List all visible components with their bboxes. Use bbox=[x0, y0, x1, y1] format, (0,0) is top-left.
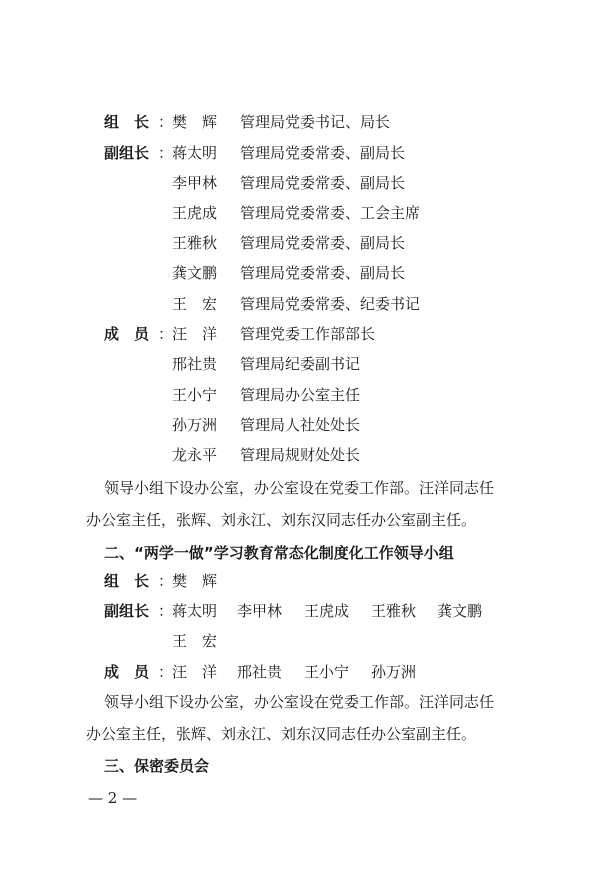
leader-row bbox=[0, 110, 614, 134]
colon: ： bbox=[158, 144, 174, 162]
deputy-role: 管理局党委常委、纪委书记 bbox=[240, 295, 421, 313]
page-number: — 2 — bbox=[88, 789, 138, 807]
office-paragraph-line bbox=[0, 690, 614, 714]
deputy-role: 管理局党委常委、副局长 bbox=[240, 264, 406, 282]
member-row bbox=[0, 443, 614, 467]
office-paragraph-line bbox=[0, 476, 614, 500]
office-text: 领导小组下设办公室，办公室设在党委工作部。汪洋同志任 bbox=[104, 479, 495, 497]
deputy-name: 龚文鹏 bbox=[437, 602, 483, 620]
colon: ： bbox=[158, 113, 174, 131]
leader-name: 樊辉 bbox=[172, 572, 233, 590]
deputy-row bbox=[0, 629, 614, 653]
member-name: 孙万洲 bbox=[172, 416, 218, 434]
deputy-name: 王雅秋 bbox=[371, 602, 417, 620]
section-title: 二、“两学一做”学习教育常态化制度化工作领导小组 bbox=[104, 544, 454, 562]
office-paragraph-line bbox=[0, 722, 614, 746]
member-label: 成 员 bbox=[104, 663, 150, 681]
member-row bbox=[0, 660, 614, 684]
section-heading bbox=[0, 541, 614, 565]
member-name: 邢社贵 bbox=[237, 663, 283, 681]
deputy-name: 李甲林 bbox=[237, 602, 283, 620]
member-name: 汪洋 bbox=[172, 325, 233, 343]
deputy-role: 管理局党委常委、副局长 bbox=[240, 174, 406, 192]
leader-label: 组 长 bbox=[104, 113, 150, 131]
deputy-name: 王宏 bbox=[172, 295, 233, 313]
member-name: 邢社贵 bbox=[172, 355, 218, 373]
member-name: 汪洋 bbox=[172, 663, 233, 681]
member-row bbox=[0, 352, 614, 376]
deputy-name: 王雅秋 bbox=[172, 234, 218, 252]
office-text: 办公室主任，张辉、刘永江、刘东汉同志任办公室副主任。 bbox=[86, 511, 477, 529]
deputy-label: 副组长 bbox=[104, 602, 150, 620]
colon: ： bbox=[158, 602, 174, 620]
member-label: 成 员 bbox=[104, 325, 150, 343]
leader-label: 组 长 bbox=[104, 572, 150, 590]
section-heading bbox=[0, 754, 614, 778]
deputy-row bbox=[0, 171, 614, 195]
member-name: 龙永平 bbox=[172, 446, 218, 464]
member-row bbox=[0, 383, 614, 407]
section-title: 三、保密委员会 bbox=[104, 757, 210, 775]
deputy-name: 龚文鹏 bbox=[172, 264, 218, 282]
member-row bbox=[0, 413, 614, 437]
member-role: 管理局人社处处长 bbox=[240, 416, 361, 434]
deputy-label: 副组长 bbox=[104, 144, 150, 162]
deputy-role: 管理局党委常委、工会主席 bbox=[240, 204, 421, 222]
deputy-name: 王虎成 bbox=[304, 602, 350, 620]
member-name: 孙万洲 bbox=[371, 663, 417, 681]
deputy-row bbox=[0, 201, 614, 225]
deputy-row bbox=[0, 141, 614, 165]
leader-role: 管理局党委书记、局长 bbox=[240, 113, 391, 131]
member-role: 管理局纪委副书记 bbox=[240, 355, 361, 373]
deputy-name: 王宏 bbox=[172, 632, 233, 650]
member-name: 王小宁 bbox=[304, 663, 350, 681]
colon: ： bbox=[158, 572, 174, 590]
deputy-name: 蒋太明 bbox=[172, 602, 218, 620]
deputy-row bbox=[0, 292, 614, 316]
colon: ： bbox=[158, 325, 174, 343]
deputy-name: 李甲林 bbox=[172, 174, 218, 192]
member-role: 管理党委工作部部长 bbox=[240, 325, 376, 343]
deputy-row bbox=[0, 599, 614, 623]
member-name: 王小宁 bbox=[172, 386, 218, 404]
member-role: 管理局办公室主任 bbox=[240, 386, 361, 404]
member-row bbox=[0, 322, 614, 346]
office-text: 办公室主任，张辉、刘永江、刘东汉同志任办公室副主任。 bbox=[86, 725, 477, 743]
deputy-name: 蒋太明 bbox=[172, 144, 218, 162]
leader-row bbox=[0, 569, 614, 593]
colon: ： bbox=[158, 663, 174, 681]
office-text: 领导小组下设办公室，办公室设在党委工作部。汪洋同志任 bbox=[104, 693, 495, 711]
deputy-name: 王虎成 bbox=[172, 204, 218, 222]
member-role: 管理局规财处处长 bbox=[240, 446, 361, 464]
deputy-row bbox=[0, 261, 614, 285]
deputy-role: 管理局党委常委、副局长 bbox=[240, 234, 406, 252]
office-paragraph-line bbox=[0, 508, 614, 532]
leader-name: 樊辉 bbox=[172, 113, 233, 131]
deputy-row bbox=[0, 231, 614, 255]
deputy-role: 管理局党委常委、副局长 bbox=[240, 144, 406, 162]
